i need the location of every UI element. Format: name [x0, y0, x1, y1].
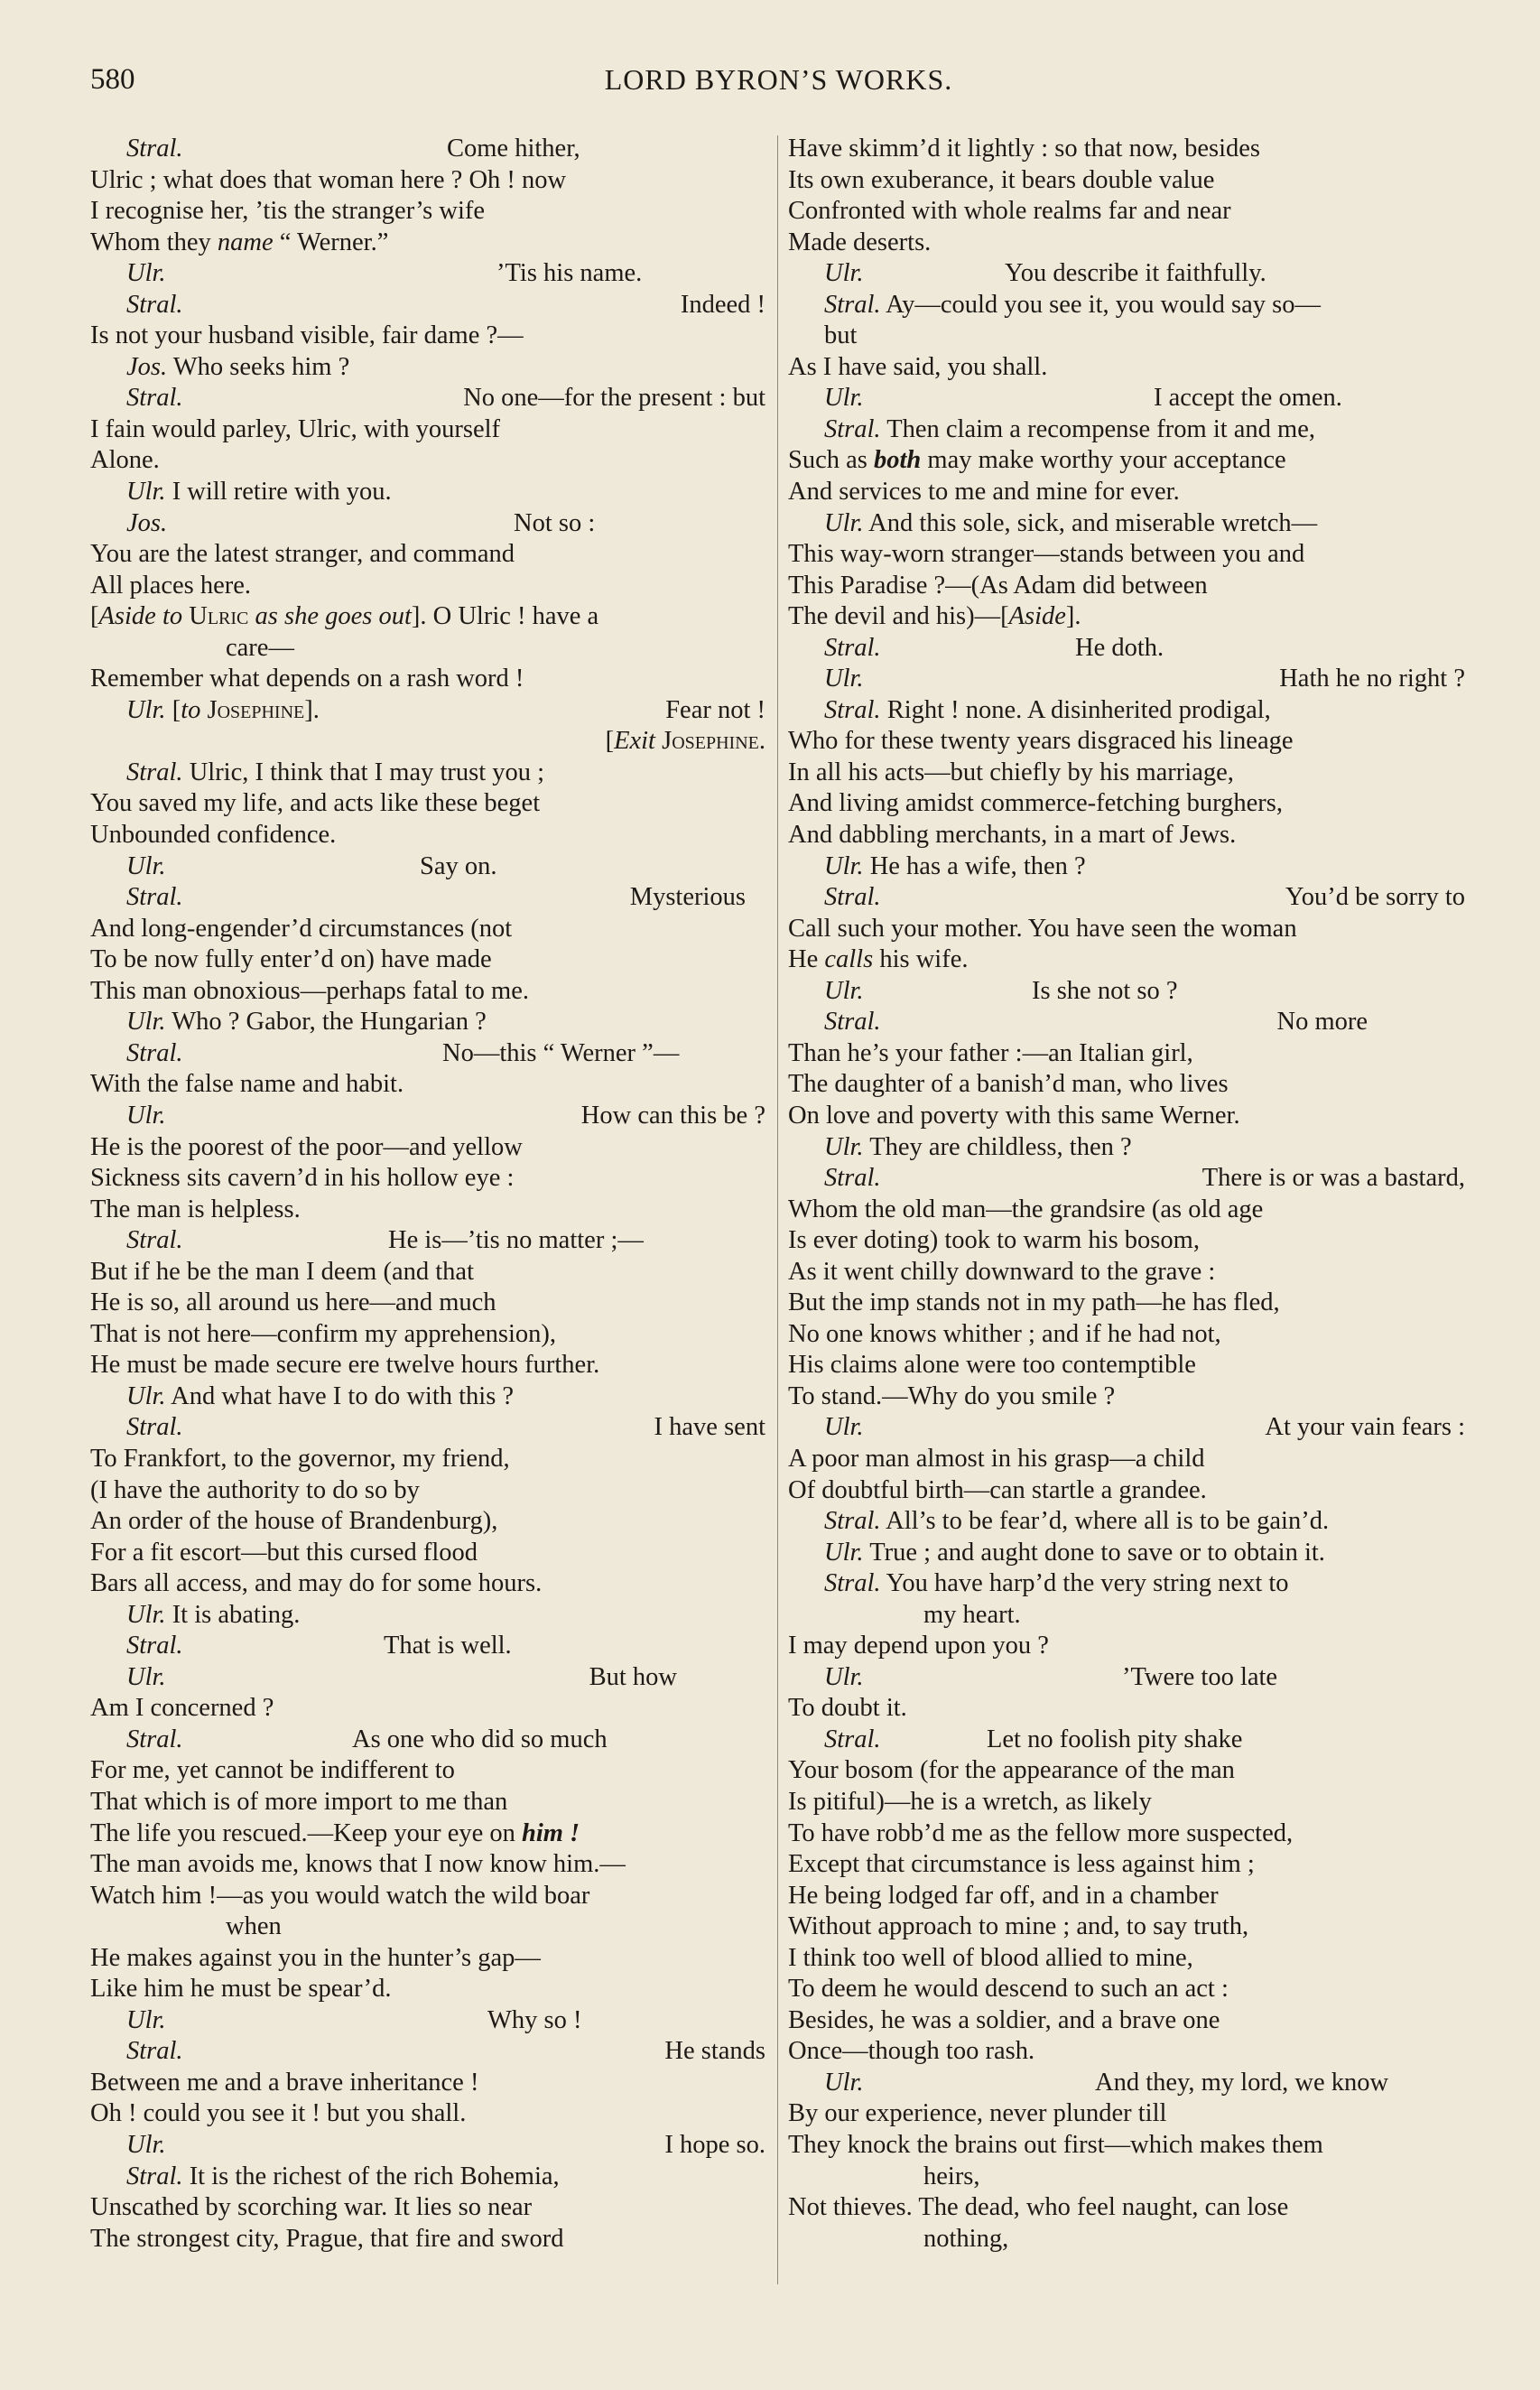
verse-line: Whom the old man—the grandsire (as old age — [788, 1195, 1264, 1223]
verse-line: Not thieves. The dead, who feel naught, can lose — [788, 2193, 1289, 2222]
verse-line — [788, 1163, 1467, 1195]
speaker: Stral. — [824, 883, 881, 912]
verse-line: I think too well of blood allied to mine, — [788, 1943, 1193, 1972]
verse-line: Is not your husband visible, fair dame ?— — [90, 321, 524, 350]
stage-bracket: ]. — [1065, 602, 1081, 631]
speech: It is abating. — [172, 1600, 301, 1629]
speaker: Ulr. — [126, 851, 166, 880]
verse-line — [90, 134, 767, 165]
speech: You’d be sorry to — [1285, 883, 1465, 912]
verse-line — [788, 1506, 1467, 1538]
speech: There is or was a bastard, — [1201, 1164, 1465, 1193]
verse-line: nothing, — [923, 2224, 1009, 2253]
verse-line: Than he’s your father :—an Italian girl, — [788, 1038, 1193, 1067]
verse-line: That which is of more import to me than — [90, 1787, 508, 1816]
speech: I accept the omen. — [1154, 384, 1342, 413]
verse-line — [788, 851, 1467, 883]
speaker: Stral. — [824, 633, 881, 662]
verse-line: Unbounded confidence. — [90, 821, 337, 850]
speaker: Stral. — [126, 1632, 183, 1660]
speaker: Stral. — [824, 414, 881, 443]
speaker: Stral. — [126, 1725, 183, 1753]
verse-line: His claims alone were too contemptible — [788, 1351, 1196, 1380]
verse-line: Is ever doting) took to warm his bosom, — [788, 1226, 1200, 1255]
verse-line — [90, 695, 767, 727]
speech: I have sent — [654, 1413, 765, 1442]
verse-line: Remember what depends on a rash word ! — [90, 665, 524, 693]
speech: Ay—could you see it, you would say so— — [886, 290, 1321, 319]
verse-line — [90, 2130, 767, 2162]
verse-line: He is so, all around us here—and much — [90, 1288, 496, 1317]
verse-line: An order of the house of Brandenburg), — [90, 1507, 498, 1536]
speech: Why so ! — [487, 2005, 582, 2034]
verse-line: To deem he would descend to such an act : — [788, 1975, 1229, 2004]
verse-line: Am I concerned ? — [90, 1694, 274, 1723]
verse-line — [788, 601, 1467, 633]
verse-line — [90, 601, 767, 633]
speaker: Ulr. — [126, 1381, 166, 1410]
verse-line: my heart. — [923, 1600, 1021, 1629]
speech: Right ! none. A disinherited prodigal, — [886, 695, 1271, 724]
speech: No—this “ Werner ”— — [442, 1038, 680, 1067]
speech: ]. O Ulric ! have a — [411, 602, 599, 631]
verse-line: This Paradise ?—(As Adam did between — [788, 571, 1208, 600]
verse-line: Once—though too rash. — [788, 2037, 1035, 2066]
speech: And they, my lord, we know — [1095, 2068, 1389, 2097]
speaker: Jos. — [126, 508, 168, 537]
emphasis: name — [217, 228, 274, 256]
verse-line: For a fit escort—but this cursed flood — [90, 1538, 478, 1567]
speech: He is—’tis no matter ;— — [388, 1226, 644, 1255]
speaker: Ulr. — [126, 259, 166, 288]
stage-bracket: ]. — [304, 695, 320, 724]
verse-line — [788, 976, 1467, 1008]
speaker: Ulr. — [126, 1101, 166, 1130]
verse-line: By our experience, never plunder till — [788, 2099, 1167, 2128]
verse-line — [788, 1132, 1467, 1164]
speaker: Jos. — [126, 352, 168, 381]
verse-line: To stand.—Why do you smile ? — [788, 1381, 1116, 1410]
text-run: “ Werner.” — [273, 228, 389, 256]
verse-line — [788, 383, 1467, 414]
speaker: Stral. — [126, 135, 183, 163]
verse-line: The man is helpless. — [90, 1195, 301, 1223]
page-header — [90, 60, 1467, 114]
speaker: Ulr. — [126, 2005, 166, 2034]
verse-line — [788, 633, 1467, 665]
speech: He doth. — [1075, 633, 1164, 662]
emphasis: him ! — [522, 1818, 580, 1847]
verse-line: But the imp stands not in my path—he has fled, — [788, 1288, 1280, 1317]
verse-line — [788, 508, 1467, 540]
page-number: 580 — [90, 63, 135, 96]
verse-line: But if he be the man I deem (and that — [90, 1257, 474, 1286]
speaker: Stral. — [824, 1008, 881, 1037]
verse-line: Unscathed by scorching war. It lies so near — [90, 2193, 533, 2222]
verse-line: Call such your mother. You have seen the woman — [788, 914, 1297, 943]
speech: Indeed ! — [680, 290, 765, 319]
speech: Ulric, I think that I may trust you ; — [189, 758, 545, 786]
verse-line: They knock the brains out first—which makes them — [788, 2131, 1323, 2159]
speaker: Stral. — [126, 1038, 183, 1067]
verse-line — [90, 383, 767, 414]
speaker: Ulr. — [824, 851, 864, 880]
speaker: Stral. — [824, 1569, 881, 1598]
verse-line: And living amidst commerce-fetching burghers, — [788, 789, 1283, 818]
speech: I hope so. — [664, 2131, 765, 2159]
text-run: The devil and his)—[ — [788, 602, 1009, 631]
speech: Then claim a recompense from it and me, — [886, 414, 1316, 443]
verse-line — [90, 258, 767, 290]
verse-line — [788, 1007, 1467, 1038]
speaker: Ulr. — [824, 259, 864, 288]
right-column — [788, 134, 1467, 2255]
verse-line: Oh ! could you see it ! but you shall. — [90, 2099, 467, 2128]
verse-line: You are the latest stranger, and command — [90, 540, 515, 569]
verse-line — [90, 228, 767, 259]
speech: How can this be ? — [580, 1101, 765, 1130]
stage-bracket: [ — [172, 695, 181, 724]
verse-line — [788, 2068, 1467, 2099]
verse-line — [90, 1038, 767, 1070]
verse-line: This way-worn stranger—stands between you and — [788, 540, 1305, 569]
character-name: Josephine. — [662, 727, 765, 756]
verse-line — [90, 2162, 767, 2193]
verse-line — [90, 1818, 767, 1850]
verse-line: Of doubtful birth—can startle a grandee. — [788, 1475, 1207, 1504]
speaker: Ulr. — [126, 1008, 166, 1037]
text-run: Such as — [788, 446, 874, 475]
column-divider — [777, 135, 778, 2284]
verse-line — [788, 944, 1467, 976]
verse-line: A poor man almost in his grasp—a child — [788, 1444, 1205, 1473]
verse-line — [90, 1600, 767, 1632]
verse-line: To be now fully enter’d on) have made — [90, 945, 492, 974]
verse-line: As I have said, you shall. — [788, 352, 1048, 381]
verse-line — [90, 726, 767, 758]
speaker: Stral. — [824, 1507, 881, 1536]
verse-line: The man avoids me, knows that I now know him.— — [90, 1850, 626, 1879]
verse-line: Who for these twenty years disgraced his lineage — [788, 727, 1294, 756]
speech: At your vain fears : — [1265, 1413, 1465, 1442]
speaker: Stral. — [126, 2037, 183, 2066]
verse-line: He must be made secure ere twelve hours further. — [90, 1351, 600, 1380]
stage-direction: as she goes out — [255, 602, 412, 631]
stage-direction: Aside to — [98, 602, 183, 631]
speaker: Stral. — [824, 1164, 881, 1193]
verse-line — [90, 477, 767, 508]
speaker: Ulr. — [126, 1600, 166, 1629]
verse-line: but — [824, 321, 858, 350]
speech: ’Tis his name. — [496, 259, 643, 288]
verse-line: Have skimm’d it lightly : so that now, besides — [788, 135, 1260, 163]
speech: Who seeks him ? — [172, 352, 350, 381]
speaker: Stral. — [126, 883, 183, 912]
stage-bracket: [ — [90, 602, 99, 631]
verse-line: Between me and a brave inheritance ! — [90, 2068, 479, 2097]
verse-line — [788, 1568, 1467, 1600]
verse-line: He being lodged far off, and in a chamber — [788, 1881, 1219, 1910]
exit-direction — [606, 726, 765, 758]
verse-line — [788, 1412, 1467, 1444]
speech: ’Twere too late — [1122, 1662, 1278, 1691]
speaker: Ulr. — [126, 1662, 166, 1691]
verse-line: Sickness sits cavern’d in his hollow eye : — [90, 1164, 515, 1193]
verse-line: No one knows whither ; and if he had not, — [788, 1319, 1221, 1348]
speaker: Ulr. — [824, 976, 864, 1005]
speaker: Stral. — [126, 384, 183, 413]
verse-line — [90, 1225, 767, 1257]
verse-line — [90, 1007, 767, 1038]
verse-line: when — [226, 1912, 282, 1941]
verse-line — [788, 1662, 1467, 1694]
verse-line: Bars all access, and may do for some hours. — [90, 1569, 543, 1598]
verse-line — [788, 664, 1467, 695]
speaker: Ulr. — [824, 508, 864, 537]
verse-line — [90, 352, 767, 384]
speech: He has a wife, then ? — [869, 851, 1086, 880]
verse-line: I fain would parley, Ulric, with yourself — [90, 414, 501, 443]
verse-line: To doubt it. — [788, 1694, 907, 1723]
verse-line: Made deserts. — [788, 228, 932, 256]
verse-line: As it went chilly downward to the grave : — [788, 1257, 1216, 1286]
verse-line: The daughter of a banish’d man, who lives — [788, 1070, 1229, 1099]
speech: Who ? Gabor, the Hungarian ? — [172, 1008, 487, 1037]
verse-line: I recognise her, ’tis the stranger’s wife — [90, 197, 486, 226]
verse-line: care— — [226, 633, 294, 662]
verse-line: In all his acts—but chiefly by his marriage, — [788, 758, 1234, 786]
speech: He stands — [664, 2037, 765, 2066]
speaker: Ulr. — [824, 1132, 864, 1161]
verse-line: The strongest city, Prague, that fire and sword — [90, 2224, 564, 2253]
text-run: may make worthy your acceptance — [921, 446, 1286, 475]
speech: Say on. — [420, 851, 497, 880]
speaker: Ulr. — [824, 665, 864, 693]
verse-line — [90, 1381, 767, 1413]
emphasis: both — [874, 446, 922, 475]
verse-line — [90, 1412, 767, 1444]
verse-line — [788, 445, 1467, 477]
verse-line: (I have the authority to do so by — [90, 1475, 420, 1504]
speaker: Stral. — [824, 1725, 881, 1753]
verse-line — [90, 851, 767, 883]
speech: No one—for the present : but — [463, 384, 765, 413]
speech: You have harp’d the very string next to — [886, 1569, 1289, 1598]
speaker: Stral. — [126, 1413, 183, 1442]
speech: As one who did so much — [352, 1725, 608, 1753]
left-column — [90, 134, 767, 2255]
verse-line: This man obnoxious—perhaps fatal to me. — [90, 976, 529, 1005]
verse-line: He is the poorest of the poor—and yellow — [90, 1132, 523, 1161]
verse-line: Watch him !—as you would watch the wild boar — [90, 1881, 590, 1910]
verse-line: To have robb’d me as the fellow more suspected, — [788, 1818, 1294, 1847]
verse-line — [90, 290, 767, 321]
speaker: Stral. — [126, 758, 183, 786]
verse-line: Like him he must be spear’d. — [90, 1975, 392, 2004]
verse-line: To Frankfort, to the governor, my friend, — [90, 1444, 510, 1473]
verse-line — [90, 1631, 767, 1662]
speech: It is the richest of the rich Bohemia, — [189, 2162, 560, 2190]
speech: Is she not so ? — [1032, 976, 1178, 1005]
speaker: Stral. — [824, 290, 881, 319]
verse-line: He makes against you in the hunter’s gap— — [90, 1943, 541, 1972]
speaker: Ulr. — [824, 1413, 864, 1442]
character-name: Josephine — [207, 695, 305, 724]
speech: Fear not ! — [665, 695, 765, 724]
verse-line: Confronted with whole realms far and near — [788, 197, 1231, 226]
speaker: Stral. — [126, 2162, 183, 2190]
speech: No more — [1276, 1008, 1368, 1037]
verse-line: That is not here—confirm my apprehension), — [90, 1319, 557, 1348]
stage-bracket: [ — [605, 727, 615, 756]
verse-line — [788, 1725, 1467, 1756]
verse-line: Besides, he was a soldier, and a brave one — [788, 2005, 1220, 2034]
verse-line: All places here. — [90, 571, 252, 600]
speaker: Stral. — [126, 290, 183, 319]
verse-line: Without approach to mine ; and, to say truth, — [788, 1912, 1249, 1941]
verse-line: Its own exuberance, it bears double value — [788, 165, 1215, 194]
verse-line: Except that circumstance is less against him ; — [788, 1850, 1255, 1879]
speech: I will retire with you. — [172, 478, 392, 507]
verse-line — [788, 882, 1467, 914]
verse-line — [788, 258, 1467, 290]
verse-line — [788, 695, 1467, 727]
verse-line — [788, 414, 1467, 446]
verse-line — [90, 2036, 767, 2068]
verse-line: With the false name and habit. — [90, 1070, 404, 1099]
verse-line: On love and poverty with this same Werner. — [788, 1101, 1240, 1130]
verse-line: You saved my life, and acts like these beget — [90, 789, 541, 818]
text-run: He — [788, 945, 825, 974]
speaker: Ulr. — [824, 1662, 864, 1691]
verse-line: Ulric ; what does that woman here ? Oh ! now — [90, 165, 567, 194]
verse-line — [90, 2005, 767, 2037]
verse-line — [90, 758, 767, 789]
verse-line — [90, 508, 767, 540]
verse-line — [90, 1101, 767, 1132]
verse-line: Alone. — [90, 446, 160, 475]
verse-line: And long-engender’d circumstances (not — [90, 914, 513, 943]
speaker: Ulr. — [126, 2131, 166, 2159]
speech: Mysterious — [629, 883, 746, 912]
verse-line: And services to me and mine for ever. — [788, 478, 1180, 507]
verse-line: Your bosom (for the appearance of the man — [788, 1756, 1235, 1785]
speaker: Ulr. — [126, 695, 166, 724]
speech: Hath he no right ? — [1279, 665, 1465, 693]
verse-line — [788, 1538, 1467, 1569]
verse-line — [90, 882, 767, 914]
verse-line: And dabbling merchants, in a mart of Jews. — [788, 821, 1237, 850]
stage-direction: Exit — [614, 727, 655, 756]
emphasis: calls — [824, 945, 874, 974]
verse-line — [788, 290, 1467, 321]
speaker: Ulr. — [824, 1538, 864, 1567]
verse-line — [90, 1662, 767, 1694]
verse-line: Is pitiful)—he is a wretch, as likely — [788, 1787, 1152, 1816]
text-run: The life you rescued.—Keep your eye on — [90, 1818, 522, 1847]
speech: And this sole, sick, and miserable wretch— — [868, 508, 1318, 537]
speech: That is well. — [384, 1632, 512, 1660]
verse-line: For me, yet cannot be indifferent to — [90, 1756, 455, 1785]
speaker: Ulr. — [824, 384, 864, 413]
text-run: Whom they — [90, 228, 218, 256]
speech: Let no foolish pity shake — [987, 1725, 1243, 1753]
speech: True ; and aught done to save or to obtain it. — [869, 1538, 1325, 1567]
speaker: Ulr. — [126, 478, 166, 507]
verse-line: heirs, — [923, 2162, 980, 2190]
speech: Come hither, — [447, 135, 580, 163]
verse-line — [90, 1725, 767, 1756]
speech: They are childless, then ? — [869, 1132, 1132, 1161]
text-run: his wife. — [873, 945, 969, 974]
speaker: Ulr. — [824, 2068, 864, 2097]
speaker: Stral. — [126, 1226, 183, 1255]
verse-line: I may depend upon you ? — [788, 1632, 1049, 1660]
running-title: LORD BYRON’S WORKS. — [604, 63, 953, 96]
speech: But how — [589, 1662, 677, 1691]
speech: All’s to be fear’d, where all is to be gain’d. — [886, 1507, 1330, 1536]
speaker: Stral. — [824, 695, 881, 724]
stage-direction: Aside — [1008, 602, 1066, 631]
character-name: Ulric — [189, 602, 249, 631]
speech: You describe it faithfully. — [1005, 259, 1266, 288]
speech: And what have I to do with this ? — [171, 1381, 515, 1410]
speech: Not so : — [514, 508, 596, 537]
stage-direction: to — [181, 695, 201, 724]
